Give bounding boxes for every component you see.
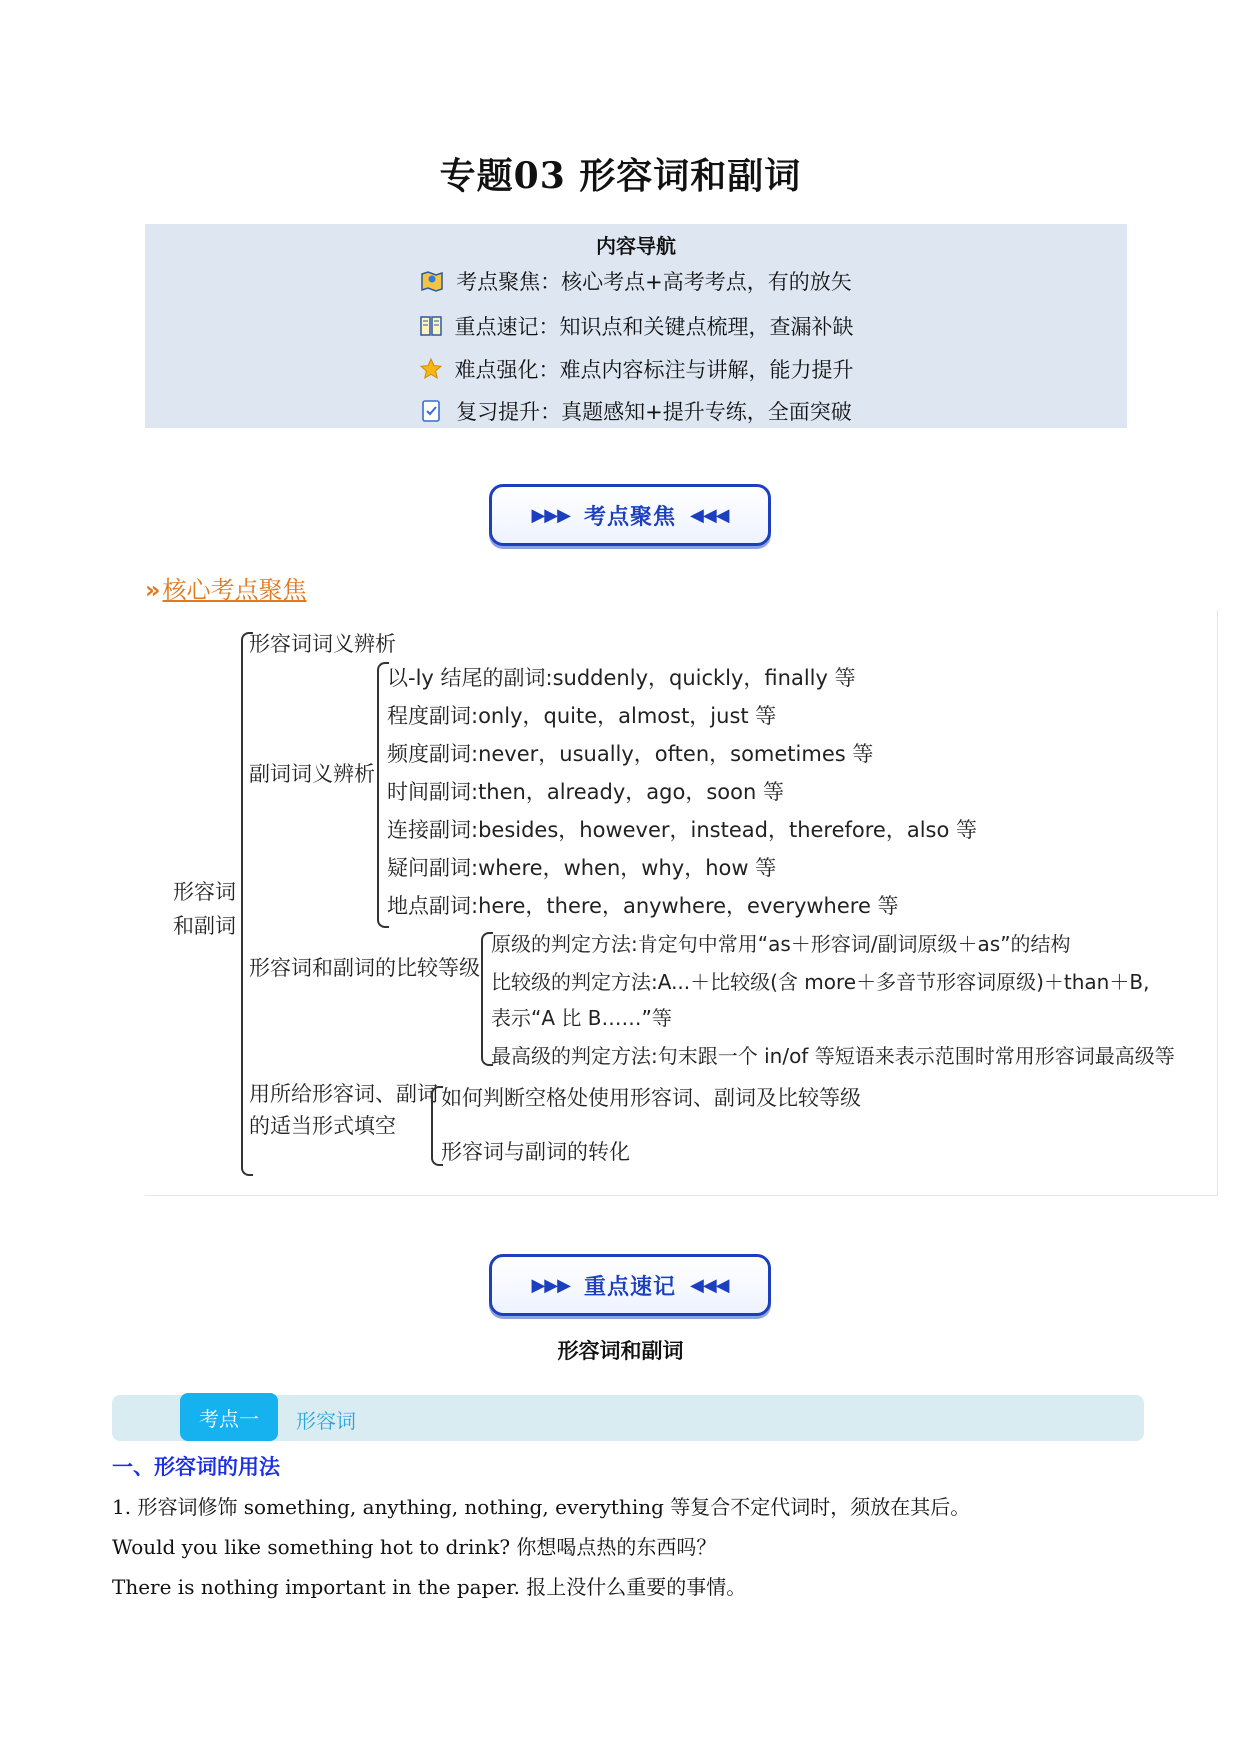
checklist-icon	[420, 399, 444, 423]
example-sentence: Would you like something hot to drink? 你想喝点热的东西吗？	[112, 1535, 717, 1559]
content-navigation-box	[145, 224, 1127, 428]
page-title: 专题03 形容词和副词	[439, 155, 802, 197]
kaodian-label: 形容词	[296, 1409, 356, 1433]
adv-item: 疑问副词:where，when，why，how 等	[387, 856, 777, 880]
nav-item-text: 难点强化：难点内容标注与讲解，能力提升	[454, 358, 854, 382]
nav-item-review	[145, 396, 1127, 426]
mindmap-root-line2: 和副词	[173, 914, 236, 938]
mindmap-fill-line1: 用所给形容词、副词	[249, 1082, 438, 1106]
adv-item: 地点副词:here，there，anywhere，everywhere 等	[387, 894, 899, 918]
map-icon	[420, 269, 444, 293]
adv-item: 频度副词:never，usually，often，sometimes 等	[387, 742, 874, 766]
nav-item-focus	[145, 266, 1127, 296]
triple-arrow-right-icon: ▶▶▶	[531, 504, 570, 526]
compare-item: 比较级的判定方法:A...＋比较级(含 more＋多音节形容词原级)＋than＋B,	[491, 970, 1150, 994]
triple-arrow-left-icon: ◀◀◀	[690, 504, 729, 526]
triple-arrow-right-icon: ▶▶▶	[531, 1274, 570, 1296]
book-icon	[419, 314, 443, 338]
kaodian-tab: 考点一	[180, 1393, 278, 1441]
mindmap-compare: 形容词和副词的比较等级	[249, 956, 480, 980]
mindmap-fill-line2: 的适当形式填空	[249, 1114, 396, 1138]
compare-item: 原级的判定方法:肯定句中常用“as＋形容词/副词原级＋as”的结构	[491, 932, 1071, 956]
nav-item-text: 复习提升：真题感知+提升专练，全面突破	[456, 400, 852, 424]
star-icon	[419, 357, 443, 381]
fill-item: 形容词与副词的转化	[441, 1140, 630, 1164]
compare-item: 最高级的判定方法:句末跟一个 in/of 等短语来表示范围时常用形容词最高级等	[491, 1044, 1175, 1068]
kaodian-bar	[112, 1395, 1144, 1441]
compare-item: 表示“A 比 B……”等	[491, 1006, 672, 1030]
double-chevron-icon: »	[145, 576, 161, 604]
usage-heading: 一、形容词的用法	[112, 1455, 280, 1479]
section-heading-core	[145, 570, 307, 605]
body-paragraph: 1. 形容词修饰 something, anything, nothing, everything 等复合不定代词时，须放在其后。	[112, 1495, 971, 1519]
kaodian-focus-banner	[489, 484, 771, 546]
section-subtitle: 形容词和副词	[557, 1339, 684, 1363]
fill-item: 如何判断空格处使用形容词、副词及比较等级	[441, 1086, 861, 1110]
triple-arrow-left-icon: ◀◀◀	[690, 1274, 729, 1296]
section-heading-text: 核心考点聚焦	[162, 576, 307, 604]
adv-item: 以-ly 结尾的副词:suddenly，quickly，finally 等	[387, 666, 856, 690]
adv-item: 连接副词:besides，however，instead，therefore，also 等	[387, 818, 978, 842]
mindmap-adj-analysis: 形容词词义辨析	[249, 632, 396, 656]
mindmap-diagram	[145, 610, 1218, 1196]
mindmap-adv-analysis: 副词词义辨析	[249, 762, 375, 786]
nav-item-text: 重点速记：知识点和关键点梳理，查漏补缺	[454, 315, 854, 339]
banner-label: 考点聚焦	[583, 504, 676, 530]
adv-item: 时间副词:then，already，ago，soon 等	[387, 780, 784, 804]
nav-item-memory	[145, 311, 1127, 341]
example-sentence: There is nothing important in the paper. 报上没什么重要的事情。	[112, 1575, 747, 1599]
key-memory-banner	[489, 1254, 771, 1316]
mindmap-root-line1: 形容词	[173, 880, 236, 904]
nav-item-strengthen	[145, 354, 1127, 384]
nav-item-text: 考点聚焦：核心考点+高考考点，有的放矢	[456, 270, 852, 294]
adv-item: 程度副词:only，quite，almost，just 等	[387, 704, 777, 728]
banner-label: 重点速记	[583, 1274, 676, 1300]
nav-heading: 内容导航	[596, 234, 676, 258]
